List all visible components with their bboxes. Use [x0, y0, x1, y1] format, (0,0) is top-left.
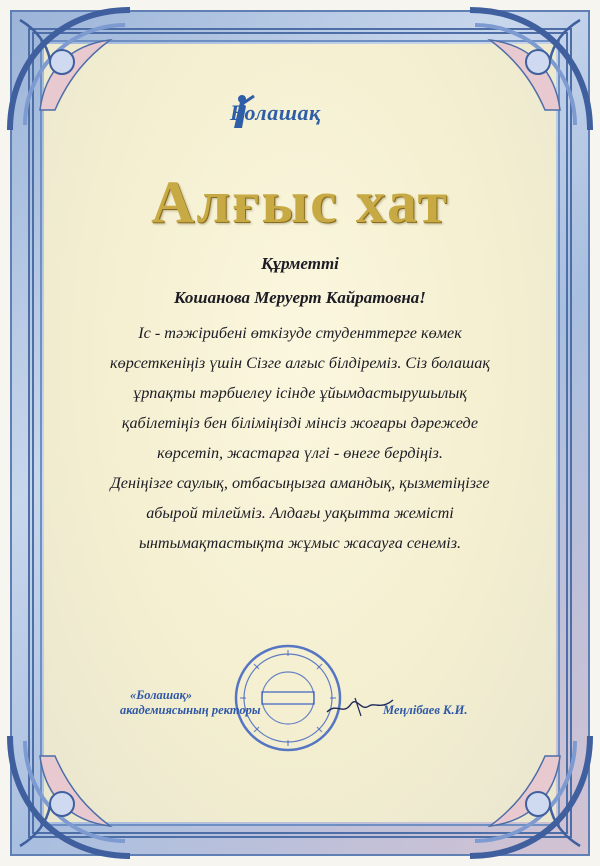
- ornament-corner-top-right: [460, 0, 600, 140]
- certificate-title: Алғыс хат: [151, 169, 449, 235]
- rector-title: [120, 688, 261, 718]
- message-line: абырой тілейміз. Алдағы уақытта жемісті: [146, 504, 454, 522]
- message-line: ұрпақты тәрбиелеу ісінде ұйымдастырушылық: [133, 384, 467, 402]
- salutation-honorific: Құрметті: [261, 254, 339, 273]
- rector-position: академиясының ректоры: [120, 703, 261, 717]
- recipient-name: Кошанова Меруерт Кайратовна!: [174, 288, 426, 307]
- gratitude-message: [70, 318, 530, 558]
- logo-text: Болашақ: [230, 100, 321, 125]
- message-line: Іс - тәжірибені өткізуде студенттерге көмек: [138, 324, 462, 342]
- message-line: көрсетіп, жастарға үлгі - өнеге бердіңіз.: [157, 444, 443, 462]
- academy-name: «Болашақ»: [130, 688, 193, 702]
- ornament-corner-top-left: [0, 0, 140, 140]
- message-line: көрсеткеніңіз үшін Сізге алғыс білдіреміз. Сіз болашақ: [110, 354, 490, 372]
- ornament-corner-bottom-right: [460, 726, 600, 866]
- signer-name: Меңлібаев К.И.: [383, 703, 468, 717]
- message-line: ынтымақтастықта жұмыс жасауға сенеміз.: [138, 534, 462, 552]
- message-line: Деніңізге саулық, отбасыңызға амандық, қызметіңізге: [110, 474, 490, 492]
- bolashak-logo: [220, 92, 390, 132]
- message-line: қабілетіңіз бен біліміңізді мінсіз жоғары дәрежеде: [121, 414, 479, 432]
- ornament-corner-bottom-left: [0, 726, 140, 866]
